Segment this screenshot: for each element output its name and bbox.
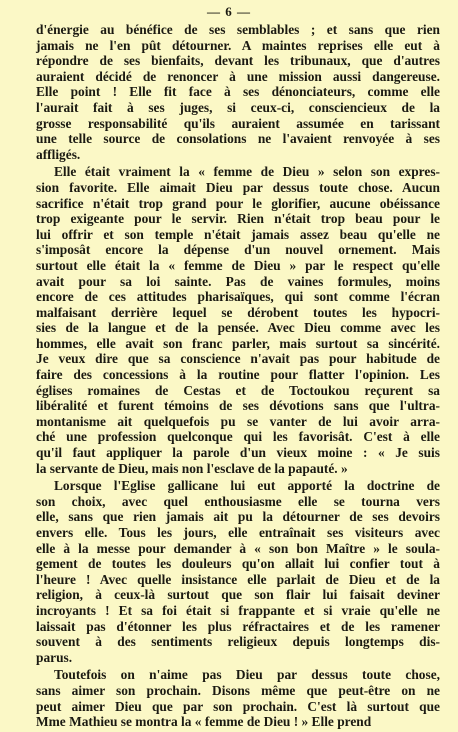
paragraph [36,22,440,162]
body-text [36,22,440,732]
text-line: hommes, elle avait son franc parler, mais surtout sa sincérité. [36,335,440,351]
text-line: peut aimer Dieu que par son prochain. C'est là surtout que [36,698,440,714]
text-line: avait pour sa loi sainte. Pas de vaines formules, moins [36,273,440,289]
text-line: églises romaines de Cestas et de Toctoukou reçurent sa [36,382,440,398]
text-line: montanisme ait quelquefois pu se vanter de lui avoir arra- [36,413,440,429]
text-line: encore de ces attitudes pharisaïques, qui sont comme l'écran [36,289,440,305]
text-line: d'énergie au bénéfice de ses semblables ; et sans que rien [36,22,440,37]
text-line: Lorsque l'Eglise gallicane lui eut apporté la doctrine de [54,478,440,494]
text-line: Toutefois on n'aime pas Dieu par dessus toute chose, [54,667,440,683]
text-line: répondre de ses bienfaits, devant les tribunaux, que d'autres [36,53,440,69]
paragraph [36,478,440,665]
text-line: sies de la langue et de la pensée. Avec Dieu comme avec les [36,320,440,336]
text-line: elle, sans que rien jamais ait pu la détourner de ses devoirs [36,509,440,525]
paragraph [36,164,440,476]
text-line: auraient décidé de renoncer à une mission aussi dangereuse. [36,68,440,84]
text-line: souvent à des sentiments religieux depuis longtemps dis- [36,634,440,650]
text-line: la servante de Dieu, mais non l'esclave de la papauté. » [36,460,348,476]
text-line: l'aurait fait à ses juges, si ceux-ci, consciencieux de la [36,99,440,115]
text-line: incroyants ! Et sa foi était si frappante et si vraie qu'elle ne [36,602,440,618]
text-line: libéralité et furent témoins de ses dévotions sans que l'ultra- [36,398,440,414]
text-line: elle à la messe pour demander à « son bon Maître » le soula- [36,540,440,556]
text-line: surtout elle était la « femme de Dieu » par le respect qu'elle [36,257,440,273]
page-number: — 6 — [207,4,251,19]
text-line: sacrifice n'était trop grand pour le glorifier, aucune obéissance [36,195,440,211]
text-line: qu'il faut appliquer la parole d'un vieux moine : « Je suis [36,445,440,461]
text-line: l'heure ! Avec quelle insistance elle parlait de Dieu et de la [36,571,440,587]
text-line: Mme Mathieu se montra la « femme de Dieu ! » Elle prend [36,714,372,730]
text-line: religion, à ceux-là surtout que son flair lui faisait deviner [36,587,440,603]
text-line: son choix, avec quel enthousiasme elle se tourna vers [36,493,440,509]
text-line: Elle point ! Elle fit face à ses dénonciateurs, comme elle [36,84,440,100]
text-line: lui offrir et son temple n'était jamais assez beau qu'elle ne [36,226,440,242]
text-line: gement de toutes les douleurs qu'on allait lui confier tout à [36,556,440,572]
text-line: s'imposât encore la dépense d'un nouvel ornement. Mais [36,242,440,258]
text-line: sans aimer son prochain. Disons même que peut-être on ne [36,682,440,698]
text-line: Je veux dire que sa conscience n'avait pas pour habitude de [36,351,440,367]
text-line: malfaisant derrière lequel se dérobent toutes les hypocri- [36,304,440,320]
text-line: jamais ne l'en pût détourner. A maintes reprises elle eut à [36,37,440,53]
text-line: parus. [36,649,73,665]
text-line: une telle source de consolations ne l'avaient renvoyée à ses [36,131,440,147]
text-line: Elle était vraiment la « femme de Dieu » selon son expres- [54,164,440,180]
paragraph [36,667,440,729]
text-line: sion favorite. Elle aimait Dieu par dessus toute chose. Aucun [36,179,440,195]
text-line: faire des concessions à la routine pour flatter l'opinion. Les [36,367,440,383]
text-line: ché une profession quelconque qui les favorisât. C'est à elle [36,429,440,445]
text-line: affligés. [36,146,81,162]
text-line: trop exigeante pour le servir. Rien n'était trop beau pour le [36,211,440,227]
text-line: envers elle. Tous les jours, elle entraînait ses visiteurs avec [36,525,440,540]
text-line: laissait pas d'étonner les plus réfractaires et de les ramener [36,618,440,634]
text-line: grosse responsabilité qu'ils auraient assumée en tarissant [36,115,440,131]
